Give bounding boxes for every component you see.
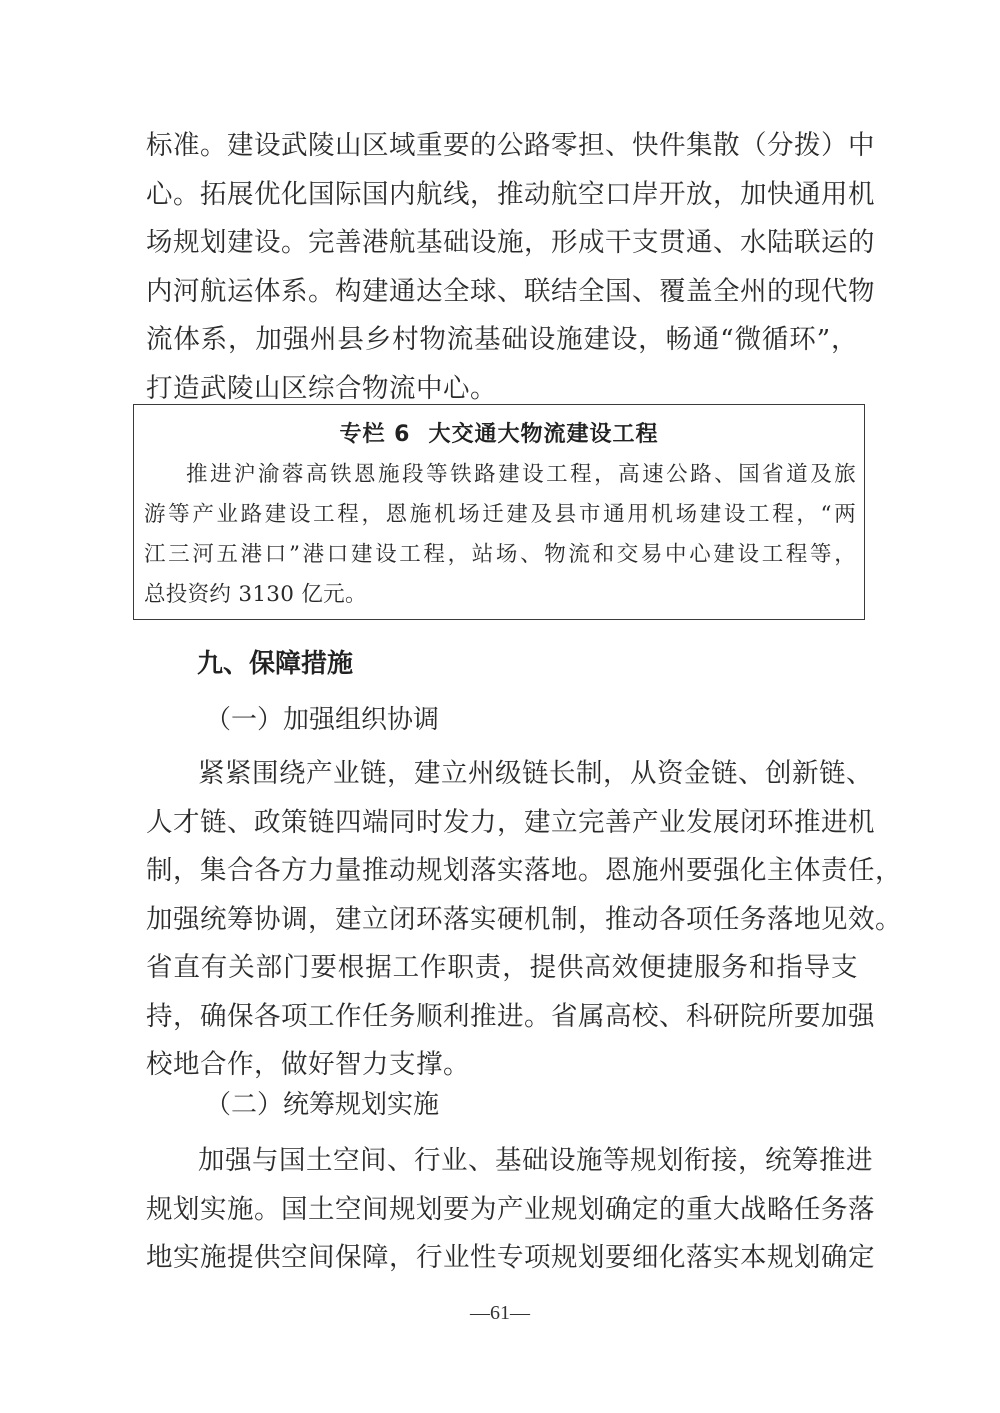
column-box-title xyxy=(134,417,864,448)
text-line: 规划实施。国土空间规划要为产业规划确定的重大战略任务落 xyxy=(146,1193,875,1225)
text-line: 内河航运体系。构建通达全球、联结全国、覆盖全州的现代物 xyxy=(146,275,875,307)
column-title: 大交通大物流建设工程 xyxy=(428,422,659,447)
text-line: 校地合作，做好智力支撑。 xyxy=(146,1049,470,1080)
text-line: 流体系，加强州县乡村物流基础设施建设，畅通“微循环”， xyxy=(146,324,858,355)
text-line: 打造武陵山区综合物流中心。 xyxy=(146,372,497,404)
text-line: 人才链、政策链四端同时发力，建立完善产业发展闭环推进机 xyxy=(146,806,875,838)
text-line: 场规划建设。完善港航基础设施，形成干支贯通、水陆联运的 xyxy=(146,227,875,258)
column-box-body xyxy=(144,455,856,615)
page-number: —61— xyxy=(470,1302,530,1324)
text-line: 加强统筹协调，建立闭环落实硬机制，推动各项任务落地见效。 xyxy=(146,903,902,935)
box-text-line: 推进沪渝蓉高铁恩施段等铁路建设工程，高速公路、国省道及旅 xyxy=(186,462,856,487)
box-text-line: 总投资约 3130 亿元。 xyxy=(144,582,367,607)
text-line: 制，集合各方力量推动规划落实落地。恩施州要强化主体责任， xyxy=(146,855,902,886)
text-line: 紧紧围绕产业链，建立州级链长制，从资金链、创新链、 xyxy=(198,758,873,789)
subsection-heading: （一）加强组织协调 xyxy=(205,705,440,735)
column-box xyxy=(133,404,865,620)
subsection-1-paragraph xyxy=(146,750,902,1090)
text-line: 地实施提供空间保障，行业性专项规划要细化落实本规划确定 xyxy=(146,1242,875,1273)
subsection-2-paragraph xyxy=(146,1137,875,1283)
text-line: 加强与国土空间、行业、基础设施等规划衔接，统筹推进 xyxy=(198,1145,873,1176)
column-number: 专栏 6 xyxy=(339,422,411,447)
box-text-line: 江三河五港口”港口建设工程，站场、物流和交易中心建设工程等， xyxy=(144,542,856,567)
intro-paragraph xyxy=(146,122,875,413)
text-line: 省直有关部门要根据工作职责，提供高效便捷服务和指导支 xyxy=(146,952,858,983)
text-line: 心。拓展优化国际国内航线，推动航空口岸开放，加快通用机 xyxy=(146,178,875,210)
text-line: 持，确保各项工作任务顺利推进。省属高校、科研院所要加强 xyxy=(146,1000,875,1032)
text-line: 标准。建设武陵山区域重要的公路零担、快件集散（分拨）中 xyxy=(146,130,875,161)
box-text-line: 游等产业路建设工程，恩施机场迁建及县市通用机场建设工程，“两 xyxy=(144,502,856,527)
subsection-heading: （二）统筹规划实施 xyxy=(205,1090,440,1120)
section-heading: 九、保障措施 xyxy=(197,649,354,679)
